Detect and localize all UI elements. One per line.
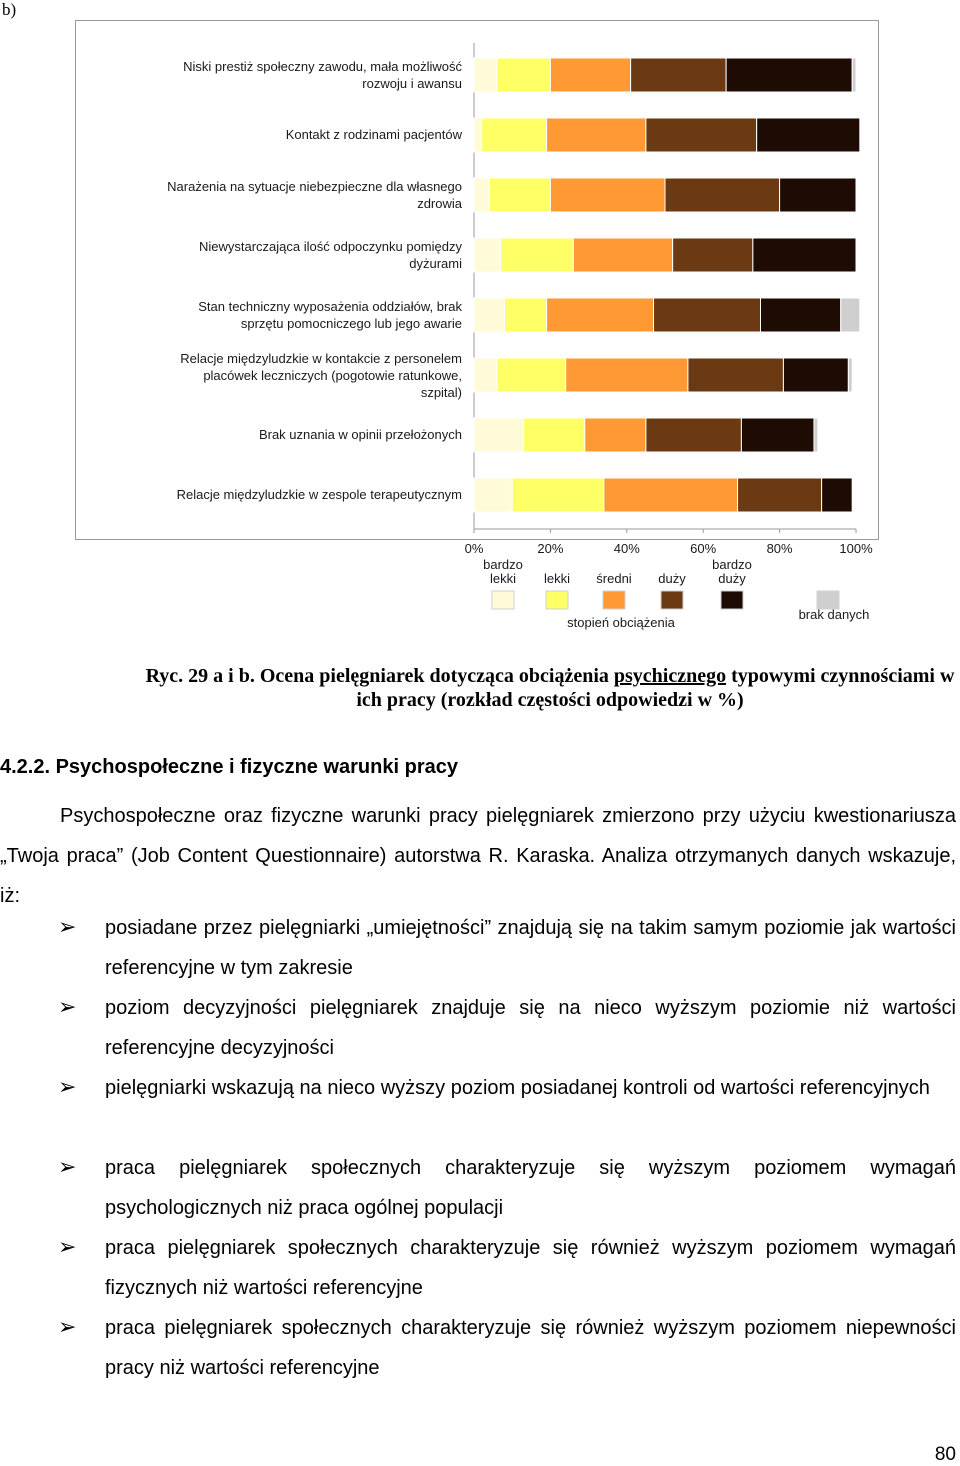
legend-title: stopień obciążenia <box>567 615 675 630</box>
legend-label: lekki <box>543 571 571 586</box>
bar-segment <box>474 58 497 92</box>
x-tick-label: 20% <box>537 541 564 556</box>
caption-suffix: typowymi czynnościami w ich pracy (rozkład częstości odpowiedzi w %) <box>356 665 955 711</box>
x-tick-label: 0% <box>464 541 484 556</box>
bar-segment <box>573 238 672 272</box>
bar-segment <box>501 238 574 272</box>
bar-segment <box>482 118 547 152</box>
chart-frame <box>75 20 879 630</box>
bar-segment <box>474 358 497 392</box>
caption-prefix: Ryc. 29 a i b. Ocena pielęgniarek dotycząca obciążenia <box>145 665 614 687</box>
legend-label: duży <box>658 571 686 586</box>
bar-segment <box>631 58 727 92</box>
list-item: praca pielęgniarek społecznych charakteryzuje się również wyższym poziomem wymagań fizycznych niż wartości referencyjne <box>105 1237 956 1299</box>
category-label: Niski prestiż społeczny zawodu, mała możliwość rozwoju i awansu <box>183 59 462 91</box>
legend-label: bardzo duży <box>712 557 752 586</box>
bullet-arrow-icon: ➢ <box>58 914 77 939</box>
bar-segment <box>550 178 665 212</box>
list-item: posiadane przez pielęgniarki „umiejętności” znajdują się na takim samym poziomie jak wartości referencyjne w tym zakresie <box>105 917 956 979</box>
bar-segment <box>822 478 853 512</box>
bar-segment <box>780 178 856 212</box>
bar-segment <box>547 118 646 152</box>
caption-underlined: psychicznego <box>613 665 727 687</box>
bar-segment <box>726 58 852 92</box>
legend-swatch <box>492 591 514 609</box>
list-item: praca pielęgniarek społecznych charakteryzuje się również wyższym poziomem niepewności pracy niż wartości referencyjne <box>105 1317 956 1379</box>
bar-segment <box>646 118 757 152</box>
x-tick-label: 40% <box>613 541 640 556</box>
bar-segment <box>474 478 512 512</box>
bar-segment <box>761 298 841 332</box>
stacked-bar-chart <box>76 21 880 630</box>
category-label: Narażenia na sytuacje niebezpieczne dla własnego zdrowia <box>167 179 462 211</box>
legend-swatch <box>546 591 568 609</box>
bar-segment <box>550 58 630 92</box>
bullet-arrow-icon: ➢ <box>58 1154 77 1179</box>
bar-segment <box>489 178 550 212</box>
bar-segment <box>547 298 654 332</box>
bar-segment <box>524 418 585 452</box>
list-item: poziom decyzyjności pielęgniarek znajduje się na nieco wyższym poziomie niż wartości referencyjne decyzyjności <box>105 997 956 1059</box>
legend-swatch <box>661 591 683 609</box>
bar-segment <box>841 298 860 332</box>
section-heading: 4.2.2. Psychospołeczne i fizyczne warunki pracy <box>0 756 458 778</box>
bar-segment <box>566 358 688 392</box>
bar-segment <box>512 478 604 512</box>
bar-segment <box>654 298 761 332</box>
bar-segment <box>497 358 566 392</box>
bar-segment <box>738 478 822 512</box>
panel-label: b) <box>2 0 17 19</box>
bar-segment <box>497 58 550 92</box>
bar-segment <box>646 418 742 452</box>
bar-segment <box>783 358 848 392</box>
category-label: Relacje międzyludzkie w kontakcie z personelem placówek leczniczych (pogotowie ratunkowe, szpital) <box>180 351 462 400</box>
bar-segment <box>474 178 489 212</box>
legend-swatch <box>603 591 625 609</box>
x-tick-label: 100% <box>839 541 873 556</box>
bar-segment <box>585 418 646 452</box>
legend-label: średni <box>596 571 632 586</box>
bar-segment <box>604 478 738 512</box>
legend-label: brak danych <box>798 607 870 622</box>
bar-segment <box>848 358 852 392</box>
bar-segment <box>673 238 753 272</box>
bullet-arrow-icon: ➢ <box>58 994 77 1019</box>
bar-segment <box>814 418 818 452</box>
bar-segment <box>753 238 856 272</box>
bar-segment <box>474 118 482 152</box>
x-tick-label: 80% <box>766 541 793 556</box>
bar-segment <box>474 298 505 332</box>
bar-segment <box>665 178 780 212</box>
bullet-arrow-icon: ➢ <box>58 1074 77 1099</box>
bar-segment <box>505 298 547 332</box>
bullet-arrow-icon: ➢ <box>58 1234 77 1259</box>
bar-segment <box>688 358 784 392</box>
intro-paragraph: Psychospołeczne oraz fizyczne warunki pracy pielęgniarek zmierzono przy użyciu kwestionariusza „Twoja praca” (Job Content Questionnaire) autorstwa R. Karaska. Analiza otrzymanych danych wskazuje, iż: <box>0 805 956 907</box>
bar-segment <box>741 418 814 452</box>
category-label: Brak uznania w opinii przełożonych <box>258 427 462 442</box>
bar-segment <box>757 118 860 152</box>
category-label: Niewystarczająca ilość odpoczynku pomiędzy dyżurami <box>198 239 462 271</box>
legend-label: bardzo lekki <box>483 557 523 586</box>
legend-swatch <box>721 591 743 609</box>
figure-caption <box>140 664 960 712</box>
bar-segment <box>852 58 856 92</box>
bar-segment <box>474 238 501 272</box>
list-item: pielęgniarki wskazują na nieco wyższy poziom posiadanej kontroli od wartości referencyjnych <box>105 1077 930 1099</box>
list-item: praca pielęgniarek społecznych charakteryzuje się wyższym poziomem wymagań psychologicznych niż praca ogólnej populacji <box>105 1157 956 1219</box>
category-label: Kontakt z rodzinami pacjentów <box>285 127 462 142</box>
x-tick-label: 60% <box>690 541 717 556</box>
category-label: Relacje międzyludzkie w zespole terapeutycznym <box>176 487 462 502</box>
category-label: Stan techniczny wyposażenia oddziałów, brak sprzętu pomocniczego lub jego awarie <box>198 299 462 331</box>
bullet-arrow-icon: ➢ <box>58 1314 77 1339</box>
bar-segment <box>474 418 524 452</box>
page-number: 80 <box>934 1444 956 1465</box>
